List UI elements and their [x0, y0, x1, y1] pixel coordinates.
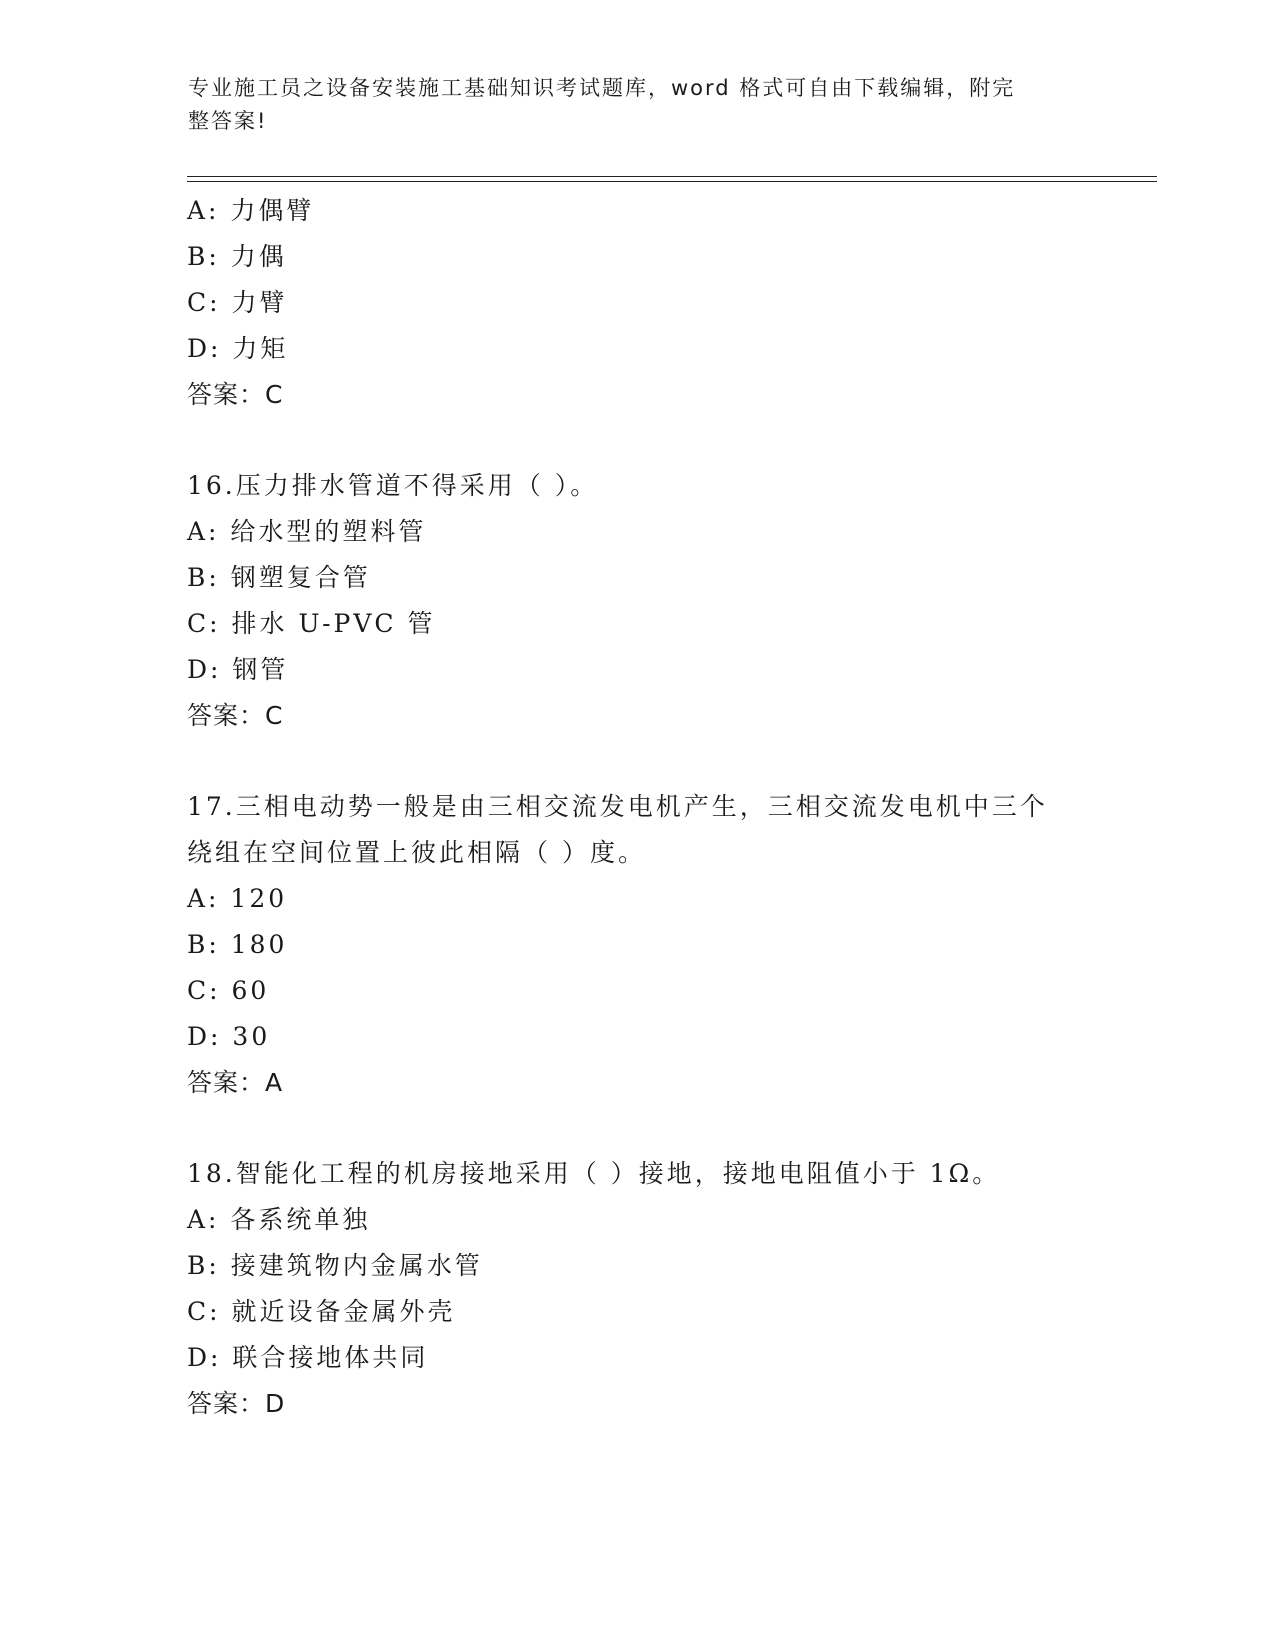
question-stem: 18.智能化工程的机房接地采用（ ）接地，接地电阻值小于 1Ω。: [187, 1159, 1001, 1188]
question-block: [187, 784, 1087, 1106]
document-header: [188, 72, 1078, 138]
answer-line: 答案：C: [187, 380, 284, 409]
question-block: [187, 188, 1087, 418]
option-b: B: 力偶: [187, 242, 287, 271]
option-d: D: 力矩: [187, 334, 289, 363]
question-stem: 16.压力排水管道不得采用（ ）。: [187, 471, 599, 500]
question-list: [187, 188, 1087, 1427]
option-a: A: 力偶臂: [187, 196, 315, 225]
question-block: [187, 1151, 1087, 1427]
option-b: B: 钢塑复合管: [187, 563, 371, 592]
option-d: D: 30: [187, 1022, 271, 1051]
option-a: A: 120: [187, 884, 288, 913]
header-divider-bottom: [187, 181, 1157, 182]
header-line-2: 整答案!: [188, 109, 268, 133]
question-stem-continued: 绕组在空间位置上彼此相隔（ ）度。: [187, 838, 646, 867]
option-c: C: 排水 U-PVC 管: [187, 609, 436, 638]
header-divider-top: [187, 176, 1157, 177]
option-b: B: 180: [187, 930, 288, 959]
option-b: B: 接建筑物内金属水管: [187, 1251, 483, 1280]
option-a: A: 给水型的塑料管: [187, 517, 427, 546]
answer-line: 答案：A: [187, 1068, 284, 1097]
option-a: A: 各系统单独: [187, 1205, 371, 1234]
question-block: [187, 463, 1087, 739]
answer-line: 答案：D: [187, 1389, 286, 1418]
option-d: D: 钢管: [187, 655, 289, 684]
option-d: D: 联合接地体共同: [187, 1343, 429, 1372]
header-line-1: 专业施工员之设备安装施工基础知识考试题库，word 格式可自由下载编辑，附完: [188, 76, 1016, 100]
question-stem: 17.三相电动势一般是由三相交流发电机产生，三相交流发电机中三个: [187, 792, 1048, 821]
option-c: C: 力臂: [187, 288, 288, 317]
option-c: C: 60: [187, 976, 270, 1005]
option-c: C: 就近设备金属外壳: [187, 1297, 456, 1326]
answer-line: 答案：C: [187, 701, 284, 730]
